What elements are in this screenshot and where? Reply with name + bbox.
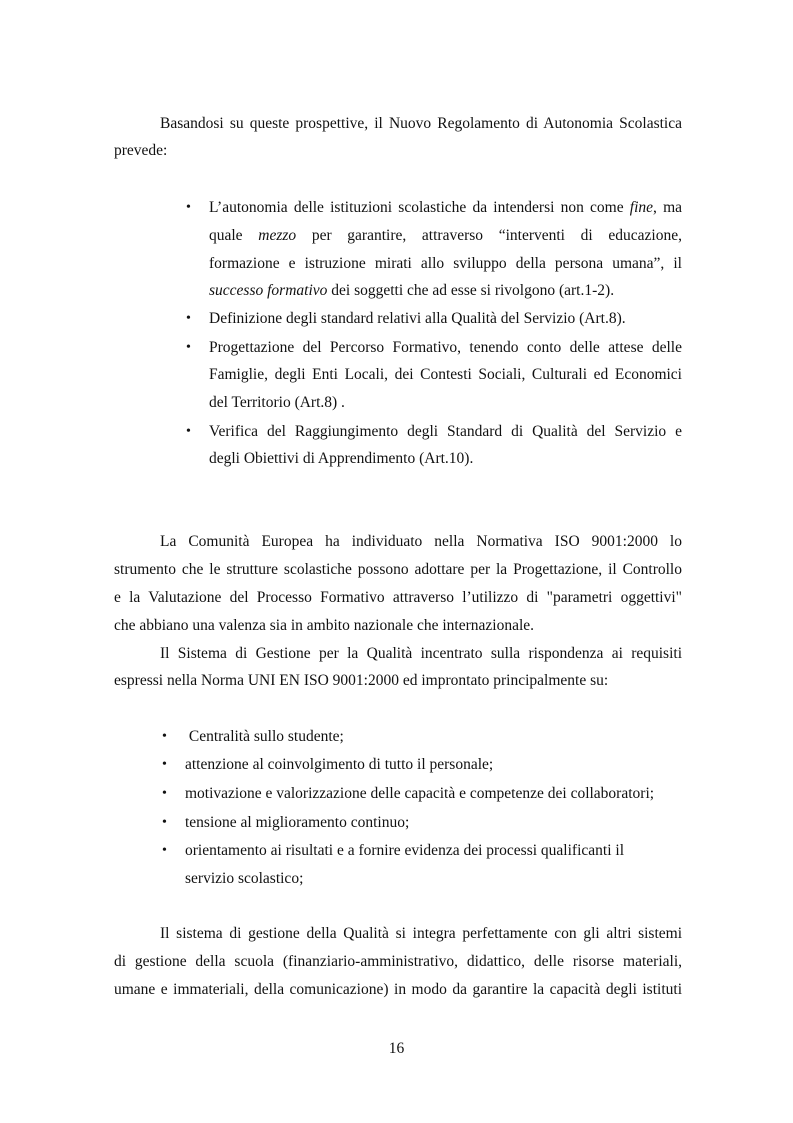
list-1-item-1-line-4: successo formativo dei soggetti che ad esse si rivolgono (art.1-2). [209, 282, 615, 299]
list-1-item-2: Definizione degli standard relativi alla Qualità del Servizio (Art.8). [209, 310, 626, 327]
paragraph-3-line-1: Il Sistema di Gestione per la Qualità incentrato sulla rispondenza ai requisiti [160, 645, 682, 662]
list-1-item-3-line-2: Famiglie, degli Enti Locali, dei Contesti Sociali, Culturali ed Economici [209, 366, 682, 383]
list-2-bullet-5: • [162, 843, 167, 858]
list-1-bullet-1: • [186, 200, 191, 215]
paragraph-4-line-1: Il sistema di gestione della Qualità si integra perfettamente con gli altri sistemi [160, 925, 682, 942]
list-1-bullet-3: • [186, 340, 191, 355]
list-1-bullet-2: • [186, 311, 191, 326]
list-1-item-3-line-1: Progettazione del Percorso Formativo, tenendo conto delle attese delle [209, 339, 682, 356]
list-1-item-4-line-2: degli Obiettivi di Apprendimento (Art.10). [209, 450, 474, 467]
list-1-item-3-line-3: del Territorio (Art.8) . [209, 394, 345, 411]
paragraph-2-line-1: La Comunità Europea ha individuato nella Normativa ISO 9001:2000 lo [160, 533, 682, 550]
list-2-bullet-4: • [162, 815, 167, 830]
list-1-bullet-4: • [186, 424, 191, 439]
list-2-item-5-line-1: orientamento ai risultati e a fornire evidenza dei processi qualificanti il [185, 842, 624, 859]
paragraph-2-line-3: e la Valutazione del Processo Formativo attraverso l’utilizzo di "parametri oggettivi" [114, 589, 682, 606]
list-2-item-5-line-2: servizio scolastico; [185, 870, 304, 887]
list-2-bullet-1: • [162, 729, 167, 744]
list-2-item-1: Centralità sullo studente; [185, 728, 344, 745]
list-1-item-1-line-3: formazione e istruzione mirati allo sviluppo della persona umana”, il [209, 255, 682, 272]
list-2-item-4: tensione al miglioramento continuo; [185, 814, 410, 831]
list-1-item-1-line-2: quale mezzo per garantire, attraverso “interventi di educazione, [209, 227, 682, 244]
paragraph-1-line-2: prevede: [114, 142, 168, 159]
paragraph-4-line-3: umane e immateriali, della comunicazione) in modo da garantire la capacità degli istituti [114, 981, 682, 998]
paragraph-1-line-1: Basandosi su queste prospettive, il Nuovo Regolamento di Autonomia Scolastica [160, 115, 682, 132]
list-2-item-3: motivazione e valorizzazione delle capacità e competenze dei collaboratori; [185, 785, 655, 802]
paragraph-2-line-2: strumento che le strutture scolastiche possono adottare per la Progettazione, il Controllo [114, 561, 682, 578]
paragraph-3-line-2: espressi nella Norma UNI EN ISO 9001:2000 ed improntato principalmente su: [114, 672, 609, 689]
paragraph-4-line-2: di gestione della scuola (finanziario-amministrativo, didattico, delle risorse materiali, [114, 953, 682, 970]
list-1-item-4-line-1: Verifica del Raggiungimento degli Standard di Qualità del Servizio e [209, 423, 682, 440]
list-2-bullet-2: • [162, 757, 167, 772]
paragraph-2-line-4: che abbiano una valenza sia in ambito nazionale che internazionale. [114, 617, 535, 634]
page-number: 16 [388, 1040, 405, 1057]
list-2-bullet-3: • [162, 786, 167, 801]
list-2-item-2: attenzione al coinvolgimento di tutto il personale; [185, 756, 494, 773]
list-1-item-1-line-1: L’autonomia delle istituzioni scolastiche da intendersi non come fine, ma [209, 199, 683, 216]
